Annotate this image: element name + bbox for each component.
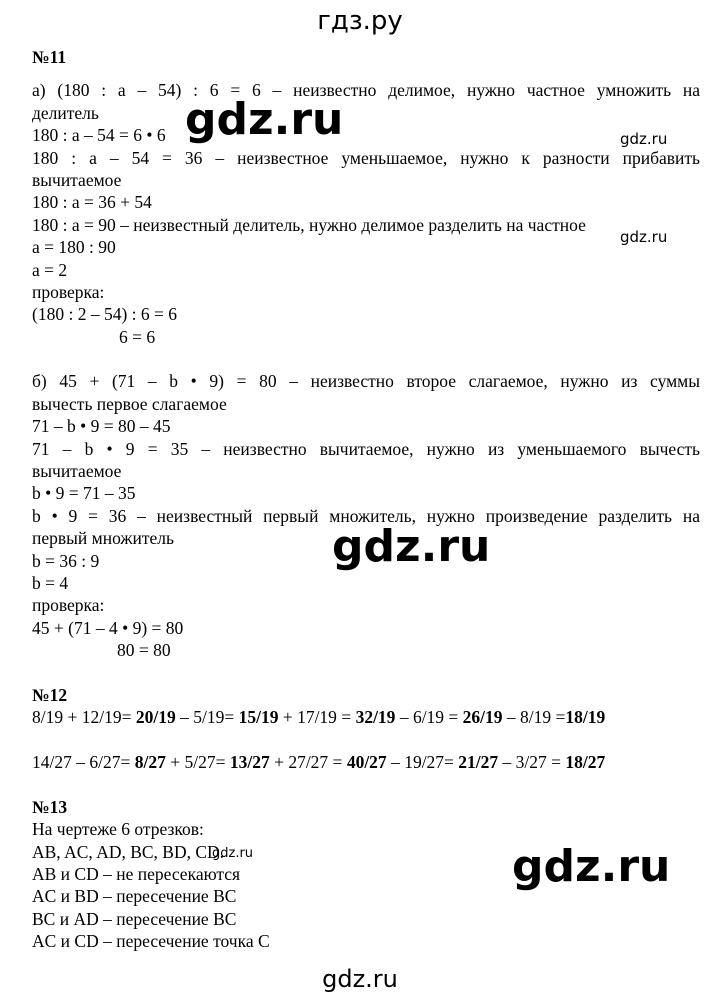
fraction-result: 32/19: [355, 707, 396, 728]
task-11b-check-line: 80 = 80: [117, 640, 171, 661]
task-11b-check-line: 45 + (71 – 4 • 9) = 80: [32, 617, 184, 638]
task-12-row-1: [32, 706, 700, 728]
task-13-line: AB, AC, AD, BC, BD, CD.: [32, 841, 225, 862]
fraction-result: 21/27: [458, 752, 499, 773]
task-11a-line: 180 : a – 54 = 6 • 6: [32, 125, 166, 146]
expression-part: – 8/19 =: [502, 707, 566, 728]
watermark: gdz.ru: [185, 94, 344, 145]
fraction-result: 18/19: [565, 707, 606, 728]
fraction-result: 18/27: [565, 752, 606, 773]
fraction-result: 13/27: [229, 752, 270, 773]
solution-content: [32, 46, 700, 953]
site-footer-label: gdz.ru: [322, 965, 398, 993]
task-13-line: AC и CD – пересечение точка С: [32, 931, 270, 952]
task-11b-line: b • 9 = 71 – 35: [32, 483, 136, 504]
watermark: gdz.ru: [620, 228, 668, 246]
task-11b-line: б) 45 + (71 – b • 9) = 80 – неизвестно второе слагаемое, нужно из суммы: [32, 371, 700, 392]
fraction-result: 15/19: [238, 707, 279, 728]
task-13-line: BC и AD – пересечение BC: [32, 908, 237, 929]
task-11b-line: вычитаемое: [32, 461, 122, 482]
expression-part: – 3/27 =: [498, 752, 566, 773]
task-11b-line: первый множитель: [32, 528, 174, 549]
task-11a-line: делитель: [32, 102, 99, 123]
task-13-line: На чертеже 6 отрезков:: [32, 819, 204, 840]
task-11b-line: вычесть первое слагаемое: [32, 393, 227, 414]
task-11a-line: а) (180 : a – 54) : 6 = 6 – неизвестно делимое, нужно частное умножить на: [32, 80, 700, 101]
task-13-line: AB и CD – не пересекаются: [32, 864, 241, 885]
task-13-heading: №13: [32, 796, 68, 817]
watermark: gdz.ru: [512, 841, 671, 892]
expression-part: – 19/27=: [386, 752, 459, 773]
task-12-row-2: [32, 751, 700, 773]
expression-part: + 17/19 =: [278, 707, 356, 728]
task-13-line: AC и BD – пересечение BC: [32, 886, 237, 907]
expression-part: 14/27 – 6/27=: [32, 752, 135, 773]
task-11a-line: a = 180 : 90: [32, 237, 116, 258]
task-11b-check-label: проверка:: [32, 595, 105, 616]
task-11b-line: b • 9 = 36 – неизвестный первый множитель, нужно произведение разделить на: [32, 505, 700, 526]
task-11a-check-line: 6 = 6: [119, 326, 156, 347]
watermark: gdz.ru: [620, 130, 668, 148]
fraction-result: 26/19: [462, 707, 503, 728]
task-11b-line: 71 – b • 9 = 35 – неизвестно вычитаемое, нужно из уменьшаемого вычесть: [32, 438, 700, 459]
watermark: gdz.ru: [212, 846, 254, 861]
expression-part: – 5/19=: [175, 707, 239, 728]
task-11a-line: 180 : a – 54 = 36 – неизвестное уменьшаемое, нужно к разности прибавить: [32, 147, 700, 168]
expression-part: 8/19 + 12/19=: [32, 707, 136, 728]
task-11a-line: 180 : a = 90 – неизвестный делитель, нужно делимое разделить на частное: [32, 214, 586, 235]
task-11b-line: b = 4: [32, 572, 69, 593]
fraction-result: 20/19: [135, 707, 176, 728]
task-11a-check-line: (180 : 2 – 54) : 6 = 6: [32, 304, 177, 325]
task-11b-line: b = 36 : 9: [32, 550, 100, 571]
expression-part: – 6/19 =: [395, 707, 463, 728]
task-12-heading: №12: [32, 684, 68, 705]
task-11a-line: вычитаемое: [32, 169, 122, 190]
expression-part: + 27/27 =: [269, 752, 347, 773]
fraction-result: 40/27: [346, 752, 387, 773]
expression-part: + 5/27=: [165, 752, 230, 773]
watermark: gdz.ru: [332, 521, 491, 572]
fraction-result: 8/27: [134, 752, 166, 773]
task-11-heading: №11: [32, 47, 67, 67]
task-11a-line: a = 2: [32, 259, 68, 280]
task-11a-line: 180 : a = 36 + 54: [32, 192, 152, 213]
site-header-title: гдз.ру: [317, 6, 403, 36]
task-11a-check-label: проверка:: [32, 281, 105, 302]
task-11b-line: 71 – b • 9 = 80 – 45: [32, 416, 171, 437]
